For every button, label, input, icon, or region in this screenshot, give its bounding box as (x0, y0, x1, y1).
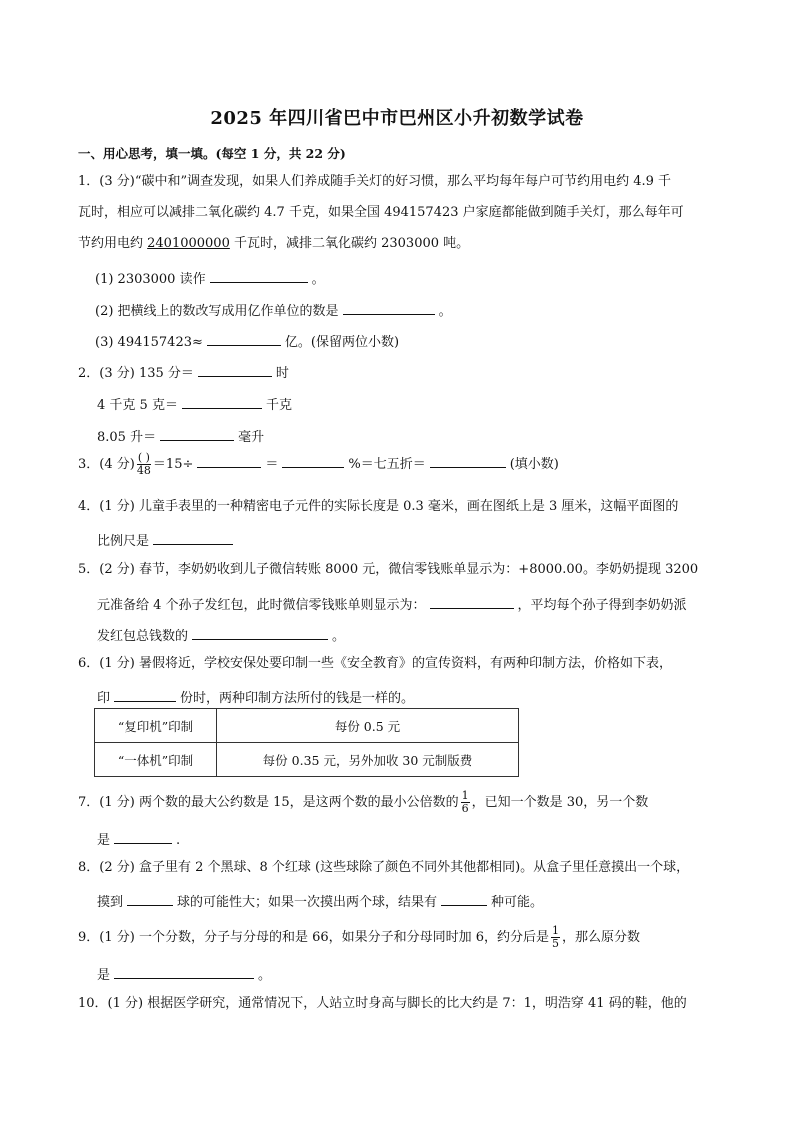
price-table (94, 708, 519, 777)
table-row (95, 743, 519, 777)
q1-line-2: 瓦时，相应可以减排二氧化碳约 4.7 千克，如果全国 494157423 户家庭都能做到随手关灯，那么每年可 (78, 205, 684, 220)
answer-blank[interactable] (430, 594, 514, 609)
table-cell: “一体机”印制 (95, 743, 217, 777)
q3-line: 3．(4 分) $\frac{( )}{48}$ ＝15÷ ＝ %＝七五折＝ (填小数) (78, 451, 559, 477)
q8-line-1: 8．(2 分) 盒子里有 2 个黑球、8 个红球 (这些球除了颜色不同外其他都相同)。从盒子里任意摸出一个球， (78, 860, 690, 875)
q5-line-2: 元准备给 4 个孙子发红包，此时微信零钱账单则显示为： ，平均每个孙子得到李奶奶派 (97, 594, 718, 614)
q8-line-2: 摸到 球的可能性大；如果一次摸出两个球，结果有 种可能。 (97, 891, 718, 911)
table-row (95, 709, 519, 743)
fraction: $\frac{1}{5}$ (552, 924, 560, 950)
answer-blank[interactable] (197, 453, 261, 468)
answer-blank[interactable] (198, 362, 272, 377)
q2-line-1: 2．(3 分) 135 分＝ 时 (78, 362, 718, 382)
q7-line-2: 是 . (97, 829, 718, 849)
answer-blank[interactable] (192, 625, 328, 640)
q4-line-2: 比例尺是 (97, 530, 718, 550)
q10-line-1: 10．(1 分) 根据医学研究，通常情况下，人站立时身高与脚长的比大约是 7：1，明浩穿 41 码的鞋，他的 (78, 996, 687, 1011)
q7-line-1: 7．(1 分) 两个数的最大公约数是 15，是这两个数的最小公倍数的 $\frac{1}{6}$ ，已知一个数是 30，另一个数 (78, 789, 649, 815)
answer-blank[interactable] (343, 300, 435, 315)
answer-blank[interactable] (441, 891, 487, 906)
answer-blank[interactable] (153, 530, 233, 545)
q4-line-1: 4．(1 分) 儿童手表里的一种精密电子元件的实际长度是 0.3 毫米，画在图纸上是 3 厘米，这幅平面图的 (78, 499, 679, 514)
underlined-number: 2401000000 (147, 236, 230, 251)
fraction: $\frac{1}{6}$ (461, 789, 469, 815)
answer-blank[interactable] (160, 426, 234, 441)
answer-blank[interactable] (114, 687, 176, 702)
q9-line-2: 是 。 (97, 964, 718, 984)
q1-sub-2: (2) 把横线上的数改写成用亿作单位的数是 。 (95, 300, 718, 320)
answer-blank[interactable] (114, 964, 254, 979)
page-title: 2025 年四川省巴中市巴州区小升初数学试卷 (210, 108, 584, 129)
answer-blank[interactable] (127, 891, 173, 906)
q1-sub-3: (3) 494157423≈ 亿。(保留两位小数) (95, 331, 718, 351)
q1-sub-1: (1) 2303000 读作 。 (95, 268, 718, 288)
table-cell: 每份 0.5 元 (217, 709, 519, 743)
fraction: $\frac{( )}{48}$ (136, 451, 151, 477)
answer-blank[interactable] (182, 394, 262, 409)
section-heading: 一、用心思考，填一填。(每空 1 分，共 22 分) (78, 146, 346, 161)
q6-line-1: 6．(1 分) 暑假将近，学校安保处要印制一些《安全教育》的宣传资料，有两种印制方法，价格如下表， (78, 656, 672, 671)
q6-line-2: 印 份时，两种印制方法所付的钱是一样的。 (97, 687, 718, 707)
q9-line-1: 9．(1 分) 一个分数，分子与分母的和是 66，如果分子和分母同时加 6，约分后是 $\frac{1}{5}$ ，那么原分数 (78, 924, 641, 950)
q5-line-1: 5．(2 分) 春节，李奶奶收到儿子微信转账 8000 元，微信零钱账单显示为：+8000.00。李奶奶提现 3200 (78, 562, 699, 577)
q5-line-3: 发红包总钱数的 。 (97, 625, 718, 645)
q1-line-3: 节约用电约 2401000000 千瓦时，减排二氧化碳约 2303000 吨。 (78, 236, 470, 251)
answer-blank[interactable] (430, 453, 506, 468)
answer-blank[interactable] (210, 268, 308, 283)
q2-line-2: 4 千克 5 克＝ 千克 (97, 394, 718, 414)
answer-blank[interactable] (114, 829, 172, 844)
table-cell: 每份 0.35 元，另外加收 30 元制版费 (217, 743, 519, 777)
q2-line-3: 8.05 升＝ 毫升 (97, 426, 718, 446)
q1-line-1: 1．(3 分)“碳中和”调查发现，如果人们养成随手关灯的好习惯，那么平均每年每户可节约用电约 4.9 千 (78, 174, 672, 189)
table-cell: “复印机”印制 (95, 709, 217, 743)
answer-blank[interactable] (282, 453, 344, 468)
answer-blank[interactable] (207, 331, 281, 346)
